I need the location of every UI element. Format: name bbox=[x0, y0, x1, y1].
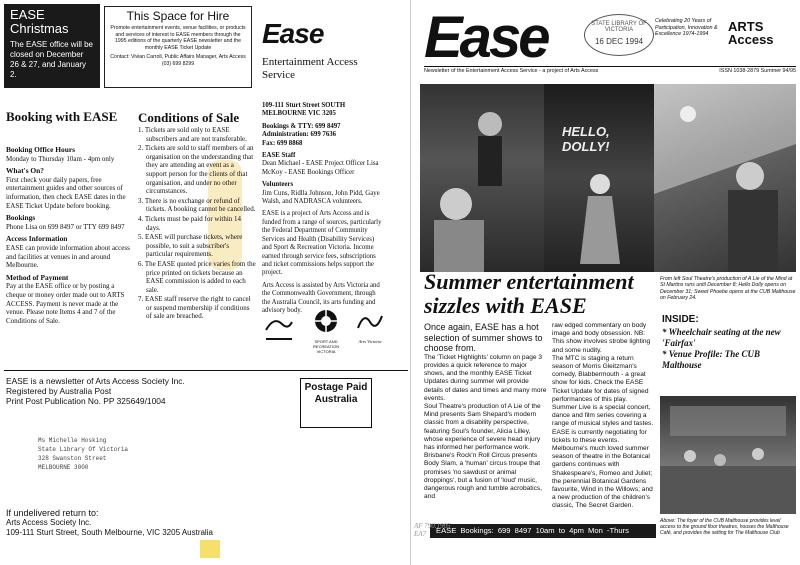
article-paragraph: Summer Live is a special concert, dance and film series covering a range of musical styles and tastes. EASE is currently negotiating for tickets to these events. bbox=[552, 404, 654, 444]
phone-line: Bookings & TTY: 699 8497 bbox=[262, 122, 341, 130]
phone-line: Fax: 699 8868 bbox=[262, 139, 303, 147]
photo-malthouse-foyer bbox=[660, 396, 796, 514]
inside-heading: INSIDE: bbox=[662, 314, 699, 325]
conditions-list bbox=[138, 126, 256, 322]
inside-item: * Venue Profile: The CUB Malthouse bbox=[662, 349, 760, 370]
project-text: EASE is a project of Arts Access and is funded from a range of sources, particularly the Federal Department of Community Services and Health (Disability Services) and Sport & Recreation Victoria. Income earned through service fees, subscriptions and ticket commissions helps support the project. bbox=[262, 210, 382, 277]
staff-list: Dean Michael - EASE Project Officer Lisa McKoy - EASE Bookings Officer bbox=[262, 160, 379, 176]
notice-body: The EASE office will be closed on December 26 & 27, and January 2. bbox=[10, 40, 94, 79]
postage-paid-box: Postage Paid Australia bbox=[300, 378, 372, 428]
inside-item: * Wheelchair seating at the new 'Fairfax' bbox=[662, 327, 781, 348]
ease-logo: Ease bbox=[262, 18, 324, 49]
return-heading: If undelivered return to: bbox=[6, 508, 99, 518]
article-paragraph: Melbourne's much loved summer season of theatre in the Botanical gardens continues with Shakespeare's, Romeo and Juliet; the perennial Botanical Gardens favourite, Wind in the Willows; and a new production of the children's classic, The Secret Garden. bbox=[552, 445, 653, 510]
stamp-date: 16 DEC 1994 bbox=[594, 37, 644, 46]
article-paragraph: The 'Ticket Highlights' column on page 3 provides a quick reference to major shows, and the monthly EASE Ticket Updates during summer will provide details of dates and times and many more events. bbox=[424, 353, 547, 402]
condition-item: 2. Tickets are sold to staff members of an organisation on the understanding that they are attending an event as a support person for the clients of that organisation, and under no other circumstances. bbox=[138, 144, 254, 196]
arts-victoria-label: Arts Victoria bbox=[358, 339, 382, 344]
stamp-label: STATE LIBRARY OF VICTORIA bbox=[591, 21, 647, 33]
anniversary-tagline: Celebrating 20 Years of Participation, Innovation & Excellence 1974-1994 bbox=[655, 18, 718, 38]
service-details bbox=[262, 102, 382, 315]
condition-item: 3. There is no exchange or refund of tickets. A booking cannot be cancelled. bbox=[138, 196, 256, 214]
space-for-hire-box bbox=[104, 6, 252, 88]
library-stamp bbox=[584, 14, 654, 56]
article-paragraph: Soul Theatre's production of A Lie of the Mind presents Sam Shepard's modern classic from a disability perspective, featuring Soul's founder, Alicia Lilley, whose experience of severe head injury has informed her performance work. bbox=[424, 403, 541, 452]
inside-box bbox=[662, 314, 796, 371]
footer-line: Registered by Australia Post bbox=[6, 386, 112, 396]
newsletter-description: Newsletter of the Entertainment Access Service - a project of Arts Access bbox=[424, 68, 599, 74]
conditions-title: Conditions of Sale bbox=[138, 110, 240, 125]
return-line: Arts Access Society Inc. bbox=[6, 518, 92, 527]
sport-recreation-label: SPORT AND RECREATION VICTORIA bbox=[313, 339, 339, 354]
address-line: MELBOURNE 3000 bbox=[38, 464, 89, 471]
condition-item: 4. Tickets must be paid for within 14 days. bbox=[138, 214, 242, 232]
booking-heading: Booking Office Hours bbox=[6, 145, 75, 154]
condition-item: 6. The EASE quoted price varies from the price printed on tickets because an EASE commission is added to each sale. bbox=[138, 259, 256, 294]
pencil-annotation: AF 790.1905 EA7 bbox=[414, 522, 451, 538]
photo-caption: From left Soul Theatre's production of A Lie of the Mind at St Martins runs until December 8; Hello Dolly opens on December 31; Sweet Phoebe opens at the CUB Malthouse on February 24. bbox=[660, 276, 796, 302]
footer-rule bbox=[4, 370, 408, 371]
hire-title: This Space for Hire bbox=[126, 9, 230, 23]
hire-body: Promote entertainment events, venue facilities, or products and services of interest to EASE members through the 1995 editions of the quarterly EASE newsletter and the monthly EASE Ticket Update bbox=[110, 25, 246, 51]
booking-text: First check your daily papers, free entertainment guides and other sources of information, then check EASE dates in the EASE Ticket Update before booking. bbox=[6, 175, 126, 210]
australia-council-logo bbox=[262, 308, 296, 348]
return-line: 109-111 Sturt Street, South Melbourne, VIC 3205 Australia bbox=[6, 528, 213, 537]
photo-soul-theatre bbox=[420, 84, 544, 272]
poster-title: HELLO, DOLLY! bbox=[562, 124, 610, 154]
footer-line: Print Post Publication No. PP 325649/1004 bbox=[6, 396, 166, 406]
condition-item: 1. Tickets are sold only to EASE subscribers and are not transferable. bbox=[138, 126, 247, 143]
sport-recreation-logo bbox=[304, 308, 348, 354]
article-paragraph: Brisbane's Rock'n Roll Circus presents Body Slam, a 'human' circus troupe that promises 'no sawdust or animal droppings', but a fusion of 'loud' music, dangerous rough and tumble acrobatics, and bbox=[424, 452, 543, 501]
volunteers-heading: Volunteers bbox=[262, 181, 294, 189]
service-name: Entertainment Access Service bbox=[262, 56, 358, 81]
issn-issue: ISSN 1038-2879 Summer 94/95 bbox=[719, 68, 796, 74]
booking-heading: Bookings bbox=[6, 213, 36, 223]
christmas-notice bbox=[4, 4, 100, 88]
article-headline: Summer entertainment sizzles with EASE bbox=[424, 269, 634, 318]
booking-heading: Access Information bbox=[6, 234, 68, 244]
booking-text: Phone Lisa on 699 8497 or TTY 699 8497 bbox=[6, 222, 125, 231]
malthouse-caption: Above: The foyer of the CUB Malthouse provides level access to the ground floor theatres, houses the Malthouse Café, and provides the setting for The Malthouse Club bbox=[660, 518, 789, 537]
article-column-1 bbox=[424, 322, 548, 501]
service-address: 109-111 Sturt Street SOUTH MELBOURNE VIC 3205 bbox=[262, 102, 346, 118]
photo-sweet-phoebe bbox=[654, 84, 796, 272]
return-address bbox=[6, 508, 213, 538]
photo-hello-dolly-poster bbox=[544, 84, 654, 272]
arts-access-logo: ARTS Access bbox=[728, 19, 774, 47]
phone-line: Administration: 699 7636 bbox=[262, 131, 337, 139]
address-line: 328 Swanston Street bbox=[38, 455, 107, 462]
article-column-2 bbox=[552, 322, 656, 511]
booking-heading: Method of Payment bbox=[6, 272, 69, 282]
ease-masthead-logo: Ease bbox=[424, 5, 548, 70]
footer-line: EASE is a newsletter of Arts Access Society Inc. bbox=[6, 376, 185, 386]
address-line: Ms Michelle Hosking bbox=[38, 437, 107, 444]
bookings-bar: EASE Bookings: 699 8497 10am to 4pm Mon -Thurs bbox=[430, 524, 656, 538]
article-paragraph: Once again, EASE has a hot selection of summer shows to choose from. bbox=[424, 322, 543, 354]
condition-item: 5. EASE will purchase tickets, where possible, to suit a subscriber's particular requirements. bbox=[138, 233, 243, 259]
arts-victoria-logo bbox=[354, 308, 386, 348]
booking-text: Pay at the EASE office or by posting a cheque or money order made out to ARTS ACCESS. Payment is never made at the venue. Please note Items 4 and 7 of the Conditions of Sale. bbox=[6, 282, 125, 325]
footer-publication-info bbox=[6, 376, 306, 406]
booking-text: EASE can provide information about access and facilities at venues in and around Melbourne. bbox=[6, 243, 130, 270]
yellow-sticker bbox=[200, 540, 220, 558]
mailing-address bbox=[38, 436, 128, 472]
newsletter-line bbox=[424, 66, 796, 74]
volunteers-list: Jim Cuns, Ridlla Johnson, John Pidd, Gaye Walsh, and NADRASCA volunteers. bbox=[262, 189, 380, 206]
booking-title: Booking with EASE bbox=[6, 109, 118, 124]
staff-heading: EASE Staff bbox=[262, 152, 296, 160]
assisted-text: Arts Access is assisted by Arts Victoria and the Commonwealth Government, through the Australia Council, its arts funding and advisory body. bbox=[262, 281, 380, 314]
hire-contact: Contact: Vivian Carroll, Public Affairs Manager, Arts Access (03) 699 8299 bbox=[110, 54, 246, 67]
condition-item: 7. EASE staff reserve the right to cancel or suspend membership if conditions of sale are breached. bbox=[138, 295, 251, 321]
address-line: State Library Of Victoria bbox=[38, 446, 129, 453]
booking-heading: What's On? bbox=[6, 166, 44, 176]
booking-info bbox=[6, 142, 130, 325]
notice-title: EASE Christmas bbox=[10, 7, 69, 36]
booking-text: Monday to Thursday 10am - 4pm only bbox=[6, 154, 115, 163]
article-paragraph: The MTC is staging a return season of Morris Gleitzman's comedy, Blabbermouth - a great show for kids. Check the EASE Ticket Update for dates of signed performances of this play. bbox=[552, 354, 649, 403]
article-paragraph: raw edged commentary on body image and body obsession. NB: This show involves strobe lighting and some nudity. bbox=[552, 322, 651, 354]
page-fold bbox=[410, 0, 411, 565]
